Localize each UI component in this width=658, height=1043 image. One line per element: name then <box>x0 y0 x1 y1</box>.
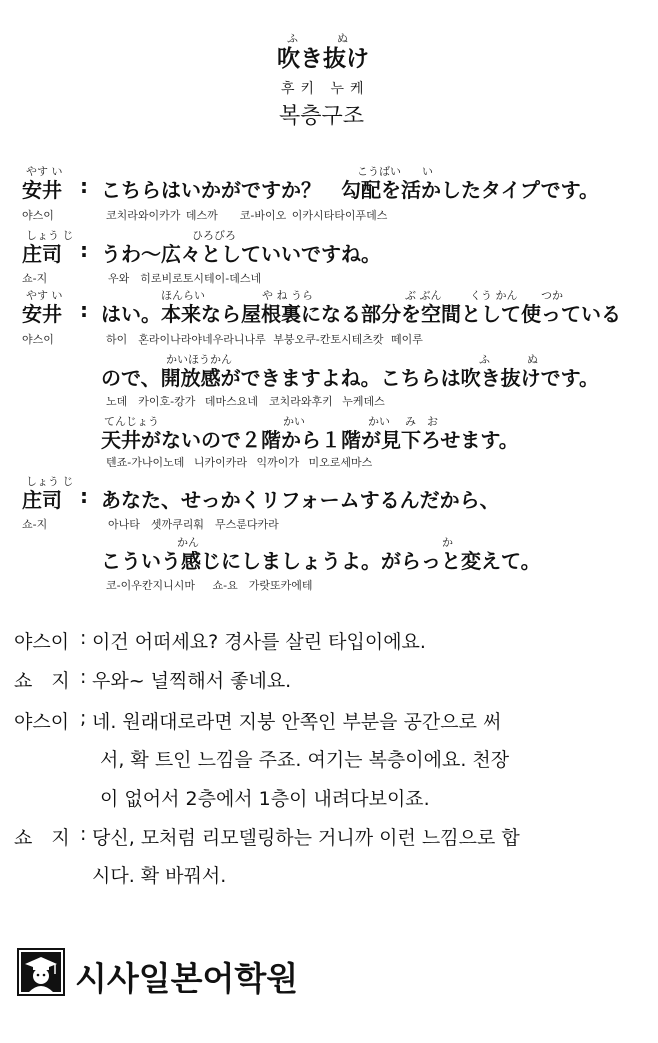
speaker-reading: 쇼-지 <box>22 518 48 531</box>
translation-speaker: 쇼 지 <box>14 827 70 849</box>
translation-separator: : <box>80 823 87 845</box>
speaker-reading: 야스이 <box>22 333 54 346</box>
line-furigana: か <box>442 536 453 549</box>
colon: : <box>80 174 88 198</box>
line-furigana: や ね うら <box>262 289 313 302</box>
line-furigana: ひろびろ <box>192 229 236 242</box>
dialogue-line: こういう感じにしましょうよ。がらっと変えて。 <box>101 549 541 573</box>
speaker-furigana: しょう じ <box>26 475 74 488</box>
translation-speaker: 야스이 <box>14 631 70 653</box>
line-furigana: てんじょう <box>104 415 159 428</box>
line-reading: 우와 히로비로토시테이-데스네 <box>108 272 262 285</box>
speaker-furigana: しょう じ <box>26 229 74 242</box>
line-furigana: かい <box>283 415 305 428</box>
page-title: 吹き抜け <box>277 46 369 72</box>
speaker-name: 庄司 <box>22 242 62 266</box>
line-furigana: み <box>405 415 416 428</box>
dialogue-line: 天井がないので２階から１階が見下ろせます。 <box>101 428 519 452</box>
logo-text: 시사일본어학원 <box>75 959 299 998</box>
line-furigana: かい <box>368 415 390 428</box>
dialogue-line: こちらはいかがですか？ 勾配を活かしたタイプです。 <box>101 178 599 202</box>
line-furigana: ふ <box>479 353 490 366</box>
line-furigana: くう かん <box>470 289 518 302</box>
line-furigana: ほんらい <box>161 289 205 302</box>
colon: : <box>80 484 88 508</box>
speaker-reading: 쇼-지 <box>22 272 48 285</box>
colon: : <box>80 298 88 322</box>
translation-line: 이 없어서 2층에서 1층이 내려다보이죠. <box>100 788 430 810</box>
line-furigana: ぶ ぶん <box>405 289 442 302</box>
translation-separator: : <box>80 666 87 688</box>
title-reading: 후키 누케 <box>281 81 370 97</box>
title-furigana-fu: ふ <box>287 32 298 45</box>
line-reading: 노데 카이호-캉가 데마스요네 코치라와후키 누케데스 <box>106 395 385 408</box>
line-furigana: こうばい <box>357 165 401 178</box>
colon: : <box>80 238 88 262</box>
speaker-name: 安井 <box>22 178 62 202</box>
line-furigana: つか <box>541 289 563 302</box>
translation-line: 당신, 모처럼 리모델링하는 거니까 이런 느낌으로 합 <box>92 827 520 849</box>
title-translation: 복층구조 <box>279 104 365 129</box>
graduate-icon <box>17 948 65 996</box>
title-furigana-nu: ぬ <box>337 32 348 45</box>
dialogue-line: はい。本来なら屋根裏になる部分を空間として使っている <box>101 302 621 326</box>
translation-separator: ; <box>80 707 87 729</box>
line-reading: 코-이우칸지니시마 쇼-요 가랏또카에테 <box>106 579 313 592</box>
line-furigana: かいほうかん <box>166 353 232 366</box>
translation-speaker: 야스이 <box>14 711 70 733</box>
line-furigana: かん <box>177 536 199 549</box>
line-reading: 하이 혼라이나라야네우라니나루 부붕오쿠-칸토시테츠캇 떼이루 <box>106 333 423 346</box>
translation-line: 서, 확 트인 느낌을 주죠. 여기는 복층이에요. 천장 <box>100 749 510 771</box>
line-furigana: い <box>422 165 433 178</box>
translation-line: 네. 원래대로라면 지붕 안쪽인 부분을 공간으로 써 <box>92 711 502 733</box>
line-reading: 코치라와이카가 데스까 코-바이오 이카시타타이푸데스 <box>106 209 388 222</box>
line-reading: 텐죠-가나이노데 니카이카라 익까이가 미오로세마스 <box>106 456 373 469</box>
speaker-name: 安井 <box>22 302 62 326</box>
line-reading: 아나타 셋까쿠리훠 무스룬다카라 <box>108 518 279 531</box>
speaker-furigana: やす い <box>26 165 63 178</box>
dialogue-line: うわ～広々としていいですね。 <box>101 242 381 266</box>
dialogue-line: あなた、せっかくリフォームするんだから、 <box>101 488 500 512</box>
translation-line: 이건 어떠세요? 경사를 살린 타입이에요. <box>92 631 426 653</box>
line-furigana: ぬ <box>527 353 538 366</box>
translation-speaker: 쇼 지 <box>14 670 70 692</box>
translation-line: 우와~ 널찍해서 좋네요. <box>92 670 292 692</box>
translation-line: 시다. 확 바꿔서. <box>92 865 227 887</box>
speaker-name: 庄司 <box>22 488 62 512</box>
translation-separator: : <box>80 627 87 649</box>
dialogue-line: ので、開放感ができますよね。こちらは吹き抜けです。 <box>101 366 599 390</box>
speaker-reading: 야스이 <box>22 209 54 222</box>
speaker-furigana: やす い <box>26 289 63 302</box>
line-furigana: お <box>427 415 438 428</box>
